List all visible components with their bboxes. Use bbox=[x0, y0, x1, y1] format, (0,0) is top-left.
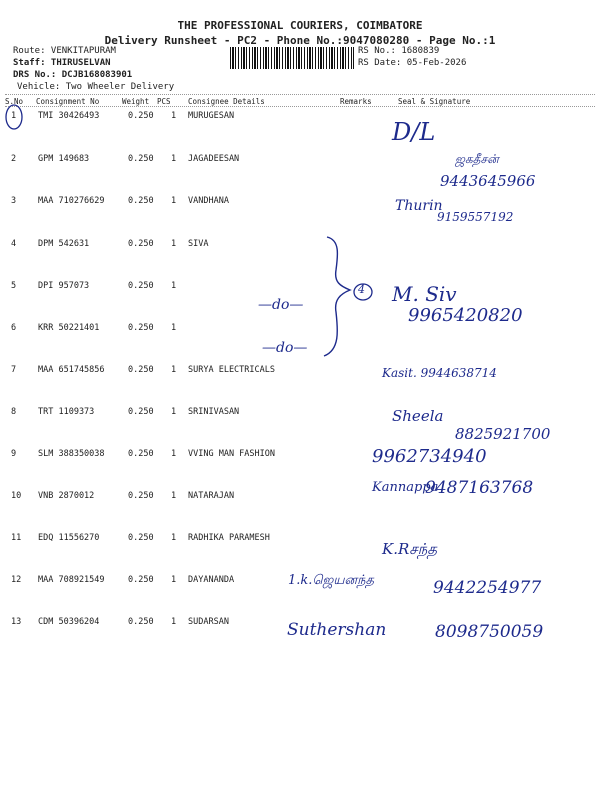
row-pcs: 1 bbox=[171, 617, 177, 627]
staff-label: Staff: THIRUSELVAN bbox=[13, 58, 111, 68]
row-consignment: DPI 957073 bbox=[38, 281, 90, 291]
row-consignee: MURUGESAN bbox=[188, 111, 235, 121]
row-pcs: 1 bbox=[171, 575, 177, 585]
row-sn: 6 bbox=[11, 323, 17, 333]
signature-row3-phone: 9159557192 bbox=[437, 210, 514, 224]
row-consignment: SLM 388350038 bbox=[38, 449, 105, 459]
row-pcs: 1 bbox=[171, 491, 177, 501]
row-pcs: 1 bbox=[171, 323, 177, 333]
row-consignee: JAGADEESAN bbox=[188, 154, 240, 164]
col-consignment: Consignment No bbox=[36, 97, 100, 106]
row-consignee: VVING MAN FASHION bbox=[188, 449, 275, 459]
circled-four: 4 bbox=[358, 283, 365, 296]
col-seal: Seal & Signature bbox=[398, 97, 471, 106]
row-consignee: RADHIKA PARAMESH bbox=[188, 533, 270, 543]
row-weight: 0.250 bbox=[128, 575, 154, 585]
row-consignment: DPM 542631 bbox=[38, 239, 90, 249]
row-consignment: KRR 50221401 bbox=[38, 323, 100, 333]
company-title: THE PROFESSIONAL COURIERS, COIMBATORE bbox=[177, 19, 423, 32]
row-pcs: 1 bbox=[171, 407, 177, 417]
row-consignment: MAA 651745856 bbox=[38, 365, 105, 375]
col-remarks: Remarks bbox=[340, 97, 372, 106]
rs-date: RS Date: 05-Feb-2026 bbox=[358, 58, 467, 68]
route-label: Route: VENKITAPURAM bbox=[13, 46, 116, 56]
col-sno: S.No bbox=[5, 97, 24, 106]
brace-mark bbox=[324, 237, 350, 356]
row-sn: 10 bbox=[11, 491, 22, 501]
col-weight: Weight bbox=[122, 97, 150, 106]
signature-row10-name: Kannappa bbox=[372, 480, 439, 495]
vehicle-label: Vehicle: Two Wheeler Delivery bbox=[17, 82, 175, 92]
row-consignee: SURYA ELECTRICALS bbox=[188, 365, 275, 375]
row-consignment: VNB 2870012 bbox=[38, 491, 95, 501]
row-sn: 4 bbox=[11, 239, 17, 249]
row-weight: 0.250 bbox=[128, 617, 154, 627]
row-sn: 7 bbox=[11, 365, 17, 375]
ditto-mark-row5: —do— bbox=[258, 297, 304, 313]
signature-row12-name: 1.k.ஜெயனந்த bbox=[288, 573, 374, 588]
signature-row12-phone: 9442254977 bbox=[433, 578, 542, 598]
row-consignment: TMI 30426493 bbox=[38, 111, 100, 121]
col-pcs: PCS bbox=[157, 97, 171, 106]
signature-row11: K.Rசந்த bbox=[382, 540, 437, 558]
row-consignment: MAA 708921549 bbox=[38, 575, 105, 585]
row-pcs: 1 bbox=[171, 449, 177, 459]
row-pcs: 1 bbox=[171, 154, 177, 164]
signature-row2-phone: 9443645966 bbox=[440, 172, 536, 190]
row-sn: 2 bbox=[11, 154, 17, 164]
drs-number: DRS No.: DCJB168083901 bbox=[13, 70, 133, 80]
row-pcs: 1 bbox=[171, 196, 177, 206]
signature-row5: M. Siv bbox=[392, 282, 457, 306]
rs-number: RS No.: 1680839 bbox=[358, 46, 440, 56]
row-weight: 0.250 bbox=[128, 154, 154, 164]
circle-row1-mark bbox=[6, 105, 22, 129]
row-weight: 0.250 bbox=[128, 196, 154, 206]
row-sn: 1 bbox=[11, 111, 17, 121]
row-consignee: SUDARSAN bbox=[188, 617, 229, 627]
signature-row3-name: Thurin bbox=[395, 198, 443, 214]
signature-row13-phone: 8098750059 bbox=[435, 622, 544, 642]
row-consignment: EDQ 11556270 bbox=[38, 533, 100, 543]
row-consignment: GPM 149683 bbox=[38, 154, 90, 164]
signature-row2-name: ஜகதீசன் bbox=[455, 152, 499, 166]
row-weight: 0.250 bbox=[128, 365, 154, 375]
row-pcs: 1 bbox=[171, 533, 177, 543]
row-sn: 8 bbox=[11, 407, 17, 417]
row-consignee: VANDHANA bbox=[188, 196, 229, 206]
row-pcs: 1 bbox=[171, 239, 177, 249]
row-sn: 13 bbox=[11, 617, 22, 627]
row-pcs: 1 bbox=[171, 365, 177, 375]
signature-row8-name: Sheela bbox=[392, 407, 444, 425]
row-sn: 3 bbox=[11, 196, 17, 206]
row-pcs: 1 bbox=[171, 281, 177, 291]
row-consignee: SIVA bbox=[188, 239, 209, 249]
runsheet-subtitle: Delivery Runsheet - PC2 - Phone No.:9047080280 - Page No.:1 bbox=[104, 34, 496, 47]
row-consignee: NATARAJAN bbox=[188, 491, 235, 501]
row-weight: 0.250 bbox=[128, 407, 154, 417]
row-weight: 0.250 bbox=[128, 323, 154, 333]
signature-row10-phone: 9487163768 bbox=[425, 478, 534, 498]
row-weight: 0.250 bbox=[128, 491, 154, 501]
row-weight: 0.250 bbox=[128, 449, 154, 459]
row-weight: 0.250 bbox=[128, 533, 154, 543]
row-consignment: TRT 1109373 bbox=[38, 407, 95, 417]
row-consignment: CDM 50396204 bbox=[38, 617, 100, 627]
ditto-mark-row6: —do— bbox=[262, 340, 308, 356]
signature-row7: Kasit. 9944638714 bbox=[382, 366, 497, 380]
signature-row8-phone: 8825921700 bbox=[455, 425, 551, 443]
signature-row6-phone: 9965420820 bbox=[408, 305, 523, 326]
row-weight: 0.250 bbox=[128, 111, 154, 121]
row-sn: 11 bbox=[11, 533, 22, 543]
row-sn: 12 bbox=[11, 575, 22, 585]
signature-row13-name: Suthershan bbox=[287, 620, 387, 640]
row-sn: 9 bbox=[11, 449, 17, 459]
row-consignee: SRINIVASAN bbox=[188, 407, 240, 417]
row-pcs: 1 bbox=[171, 111, 177, 121]
row-weight: 0.250 bbox=[128, 281, 154, 291]
col-consignee: Consignee Details bbox=[188, 97, 265, 106]
row-consignee: DAYANANDA bbox=[188, 575, 235, 585]
signature-row1: D/L bbox=[392, 118, 436, 146]
row-sn: 5 bbox=[11, 281, 17, 291]
row-consignment: MAA 710276629 bbox=[38, 196, 105, 206]
signature-row9-phone: 9962734940 bbox=[372, 446, 487, 467]
row-weight: 0.250 bbox=[128, 239, 154, 249]
